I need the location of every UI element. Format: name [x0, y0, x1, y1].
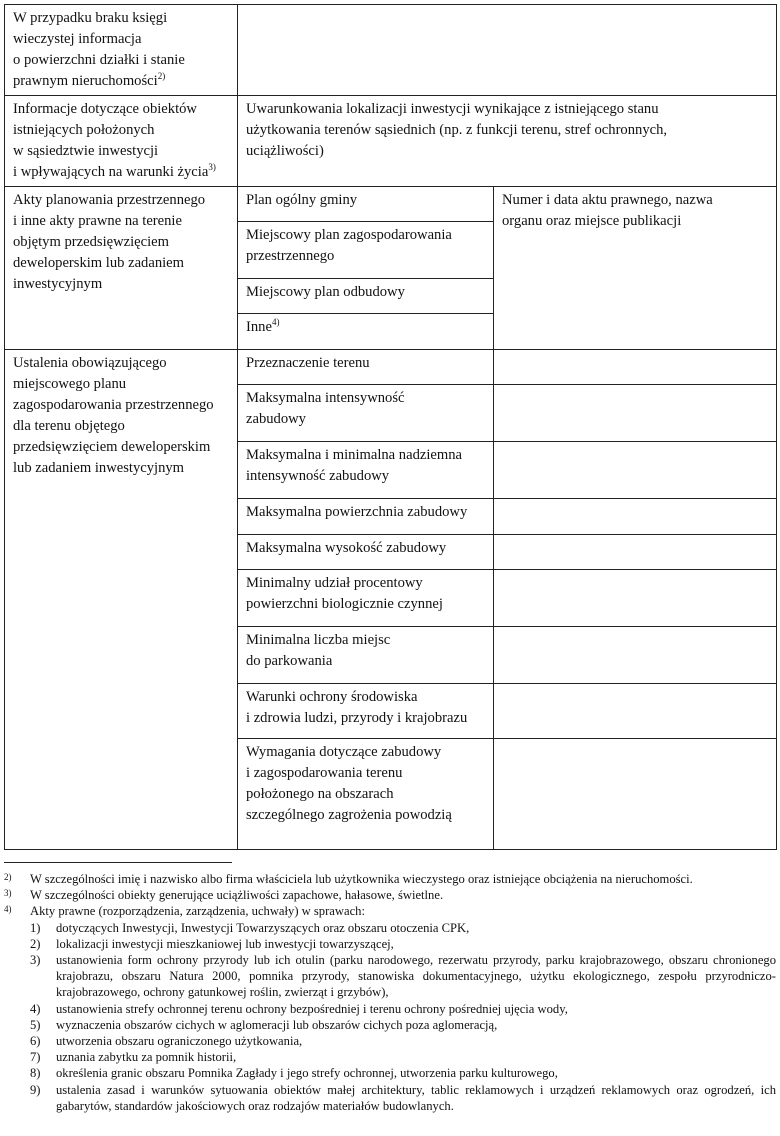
- label-line: przedsięwzięciem deweloperskim: [13, 439, 211, 455]
- setting-value[interactable]: [494, 739, 777, 850]
- act-other: Inne$^{4)}$: [238, 314, 494, 350]
- value-land-info[interactable]: [238, 5, 777, 96]
- form-table: [4, 4, 777, 850]
- setting-flood-area: Wymagania dotyczące zabudowy i zagospodarowania terenu położonego na obszarach szczególnego zagrożenia powodzią: [238, 739, 494, 850]
- footnote-number: 3): [4, 888, 12, 899]
- label-line: istniejących położonych: [13, 122, 155, 138]
- label-neighbouring-objects: [5, 96, 238, 187]
- content-line: Uwarunkowania lokalizacji inwestycji wynikające z istniejącego stanu: [246, 101, 659, 117]
- footnote-ref: 3): [208, 162, 216, 173]
- act-reference-field[interactable]: [494, 187, 777, 350]
- content-line: uciążliwości): [246, 143, 324, 159]
- label-line: objętym przedsięwzięciem: [13, 234, 170, 250]
- setting-environment: Warunki ochrony środowiska i zdrowia ludzi, przyrody i krajobrazu: [238, 684, 494, 739]
- label-line: miejscowego planu: [13, 376, 127, 392]
- label-line: prawnym nieruchomości$^{2)}$: [13, 71, 166, 89]
- setting-value[interactable]: [494, 535, 777, 570]
- setting-aboveground-intensity: Maksymalna i minimalna nadziemna intensywność zabudowy: [238, 442, 494, 499]
- footnote-number: 2): [4, 872, 12, 882]
- footnote-ref: 4): [271, 317, 280, 328]
- label-line: Akty planowania przestrzennego: [13, 192, 206, 208]
- label-line: lub zadaniem inwestycyjnym: [13, 460, 185, 476]
- setting-value[interactable]: [494, 627, 777, 684]
- list-item: 3) ustanowienia form ochrony przyrody lub ich otulin (parku narodowego, rezerwatu przyrody, parku krajobrazowego, obszaru chronionego krajobrazu, obszaru Natura 2000, pomnika przyrody, stanowiska dokumentacyjnego, użytku ekologicznego, zespołu przyrodniczo-krajobrazowego, ochrony gatunkowej roślin, zwierząt i grzybów),: [30, 953, 776, 1000]
- list-item: 7) uznania zabytku za pomnik historii,: [30, 1050, 237, 1065]
- label-line: W przypadku braku księgi: [13, 10, 168, 26]
- list-item: 1) dotyczących Inwestycji, Inwestycji Towarzyszących oraz obszaru otoczenia CPK,: [30, 920, 470, 935]
- footnote-number: 4): [4, 904, 12, 915]
- setting-value[interactable]: [494, 684, 777, 739]
- row-land-info: [5, 5, 777, 96]
- label-line: dla terenu objętego: [13, 418, 125, 434]
- list-item: 9) ustalenia zasad i warunków sytuowania obiektów małej architektury, tablic reklamowych i urządzeń reklamowych oraz ogrodzeń, ich gabarytów, standardów jakościowych oraz rodzajów materiałów budowlanych.: [30, 1082, 776, 1113]
- setting-value[interactable]: [494, 385, 777, 442]
- list-item: 8) określenia granic obszaru Pomnika Zagłady i jego strefy ochronnej, utworzenia parku kulturowego,: [30, 1066, 558, 1081]
- setting-max-area: Maksymalna powierzchnia zabudowy: [238, 499, 494, 535]
- footnote-ref: 2): [157, 71, 166, 82]
- row-planning-acts: [5, 187, 777, 222]
- label-line: i inne akty prawne na terenie: [13, 213, 182, 229]
- setting-value[interactable]: [494, 350, 777, 385]
- list-item: 4) ustanowienia strefy ochronnej terenu ochrony bezpośredniej i terenu ochrony pośredniej ujęcia wody,: [30, 1001, 568, 1016]
- footnote-4: [4, 903, 776, 919]
- act-general-plan: Plan ogólny gminy: [238, 187, 494, 222]
- label-line: zagospodarowania przestrzennego: [13, 397, 214, 413]
- act-local-plan: Miejscowy plan zagospodarowania przestrzennego: [238, 222, 494, 279]
- footnote-text: Akty prawne (rozporządzenia, zarządzenia, uchwały) w sprawach:: [30, 904, 365, 919]
- value-neighbouring-objects[interactable]: [238, 96, 777, 187]
- setting-biological-area: Minimalny udział procentowy powierzchni biologicznie czynnej: [238, 570, 494, 627]
- setting-max-height: Maksymalna wysokość zabudowy: [238, 535, 494, 570]
- label-line: i wpływających na warunki życia$^{3)}$: [13, 162, 216, 180]
- setting-value[interactable]: [494, 570, 777, 627]
- side-line: organu oraz miejsce publikacji: [502, 213, 682, 229]
- list-item: 2) lokalizacji inwestycji mieszkaniowej lub inwestycji towarzyszącej,: [30, 936, 394, 951]
- row-neighbouring-objects: [5, 96, 777, 187]
- footnote-text: W szczególności obiekty generujące uciążliwości zapachowe, hałasowe, świetlne.: [30, 888, 444, 903]
- footnote-4-list: [4, 920, 776, 1114]
- label-line: deweloperskim lub zadaniem: [13, 255, 185, 271]
- footnote-2: [4, 871, 776, 887]
- list-item: 5) wyznaczenia obszarów cichych w aglomeracji lub obszarów cichych poza aglomeracją,: [30, 1017, 498, 1032]
- setting-parking: Minimalna liczba miejsc do parkowania: [238, 627, 494, 684]
- footnote-3: [4, 887, 776, 903]
- label-line: w sąsiedztwie inwestycji: [13, 143, 159, 159]
- label-land-info: [5, 5, 238, 96]
- act-reconstruction-plan: Miejscowy plan odbudowy: [238, 279, 494, 314]
- setting-land-use: Przeznaczenie terenu: [238, 350, 494, 385]
- setting-value[interactable]: [494, 499, 777, 535]
- row-plan-settings: [5, 350, 777, 385]
- label-line: o powierzchni działki i stanie: [13, 52, 185, 68]
- label-plan-settings: [5, 350, 238, 850]
- label-line: inwestycyjnym: [13, 276, 103, 292]
- side-line: Numer i data aktu prawnego, nazwa: [502, 192, 713, 208]
- footnotes: [4, 871, 776, 1114]
- list-item: 6) utworzenia obszaru ograniczonego użytkowania,: [30, 1034, 303, 1049]
- setting-max-intensity: Maksymalna intensywność zabudowy: [238, 385, 494, 442]
- label-planning-acts: [5, 187, 238, 350]
- label-line: wieczystej informacja: [13, 31, 142, 47]
- label-line: Informacje dotyczące obiektów: [13, 101, 197, 117]
- label-line: Ustalenia obowiązującego: [13, 355, 167, 371]
- content-line: użytkowania terenów sąsiednich (np. z funkcji terenu, stref ochronnych,: [246, 122, 668, 138]
- footnote-divider: [4, 862, 232, 863]
- setting-value[interactable]: [494, 442, 777, 499]
- footnote-text: W szczególności imię i nazwisko albo firma właściciela lub użytkownika wieczystego oraz istniejące obciążenia na nieruchomości.: [30, 872, 693, 886]
